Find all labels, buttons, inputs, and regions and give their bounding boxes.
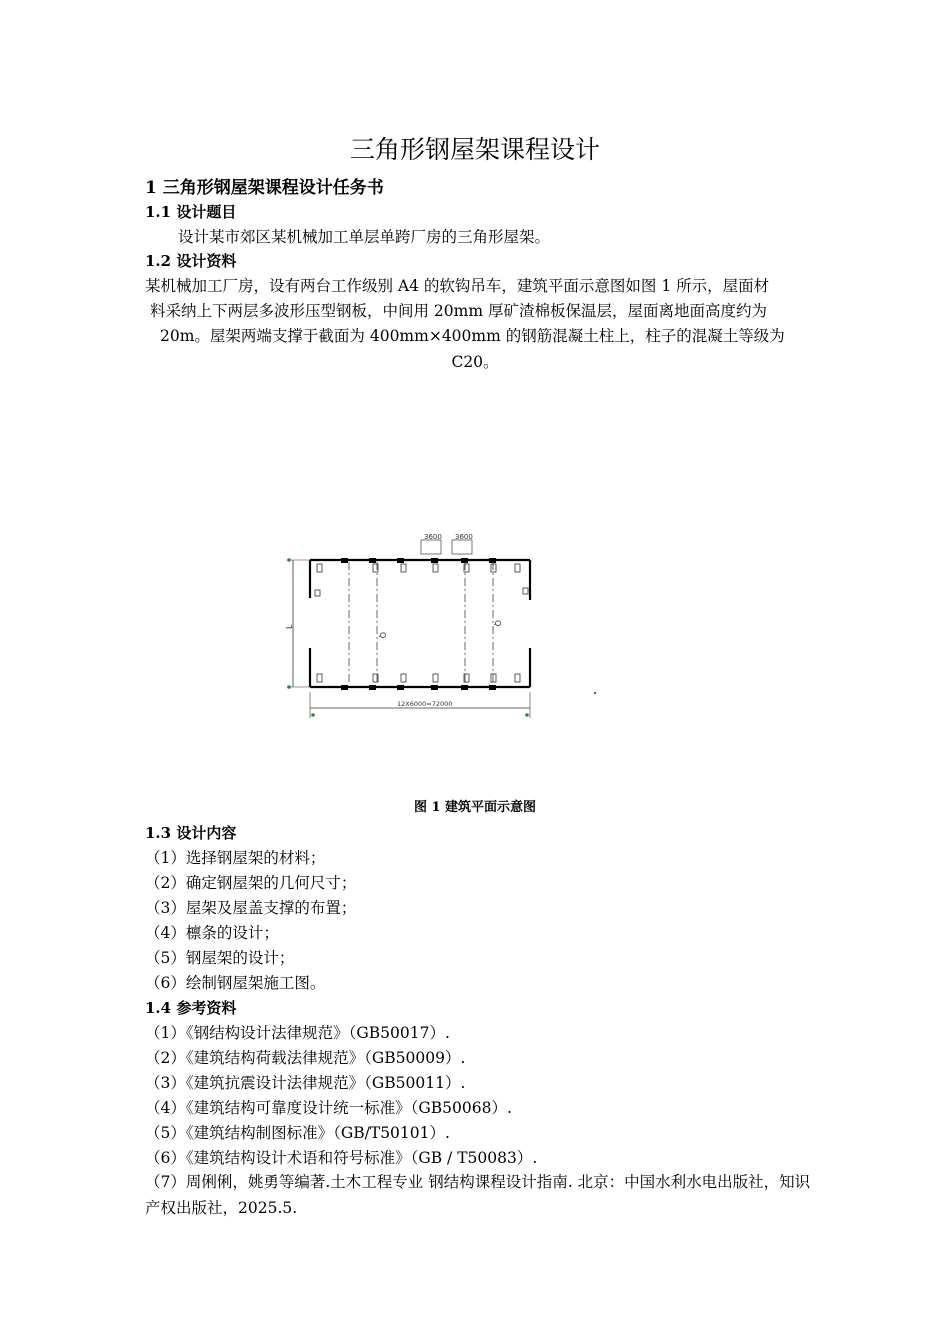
dim-top-label-1: 3600 (424, 533, 442, 541)
centerline-label-1: Q (378, 632, 387, 639)
design-data-line-4: C20。 (451, 353, 499, 371)
window-marks-bottom (315, 588, 528, 682)
list-item: （2）《建筑结构荷载法律规范》（GB50009）. (145, 1049, 466, 1067)
stray-marker (594, 692, 596, 694)
list-item: （5）《建筑结构制图标准》（GB/T50101）. (145, 1124, 450, 1142)
centerlines (349, 562, 493, 685)
list-item: （6）绘制钢屋架施工图。 (145, 974, 326, 992)
span-dim-marker-top (287, 558, 291, 562)
figure-caption: 图 1 建筑平面示意图 (413, 800, 537, 815)
list-item: （5）钢屋架的设计； (145, 949, 295, 967)
reference-list (145, 1021, 537, 1171)
centerline-label-2: Q (493, 620, 502, 627)
reference-item-7: （7）周俐俐，姚勇等编著.土木工程专业 钢结构课程设计指南. 北京：中国水利水电出版社，知识产权出版社，2025.5. (145, 1173, 811, 1217)
building-plan-figure (283, 528, 603, 723)
section-1-1-heading: 1.1 设计题目 (145, 203, 237, 221)
design-data-line-3: 20m。屋架两端支撑于截面为 400mm×400mm 的钢筋混凝土柱上，柱子的混凝土等级为 (160, 327, 785, 345)
section-1-4-heading: 1.4 参考资料 (145, 999, 237, 1017)
list-item: （1）选择钢屋架的材料； (145, 849, 326, 867)
section-1-heading: 1 三角形钢屋架课程设计任务书 (145, 178, 384, 198)
list-item: （4）《建筑结构可靠度设计统一标准》（GB50068）. (145, 1099, 512, 1117)
bottom-dim-label: 12X6000=72000 (397, 700, 453, 708)
dim-top-label-2: 3600 (455, 533, 473, 541)
list-item: （6）《建筑结构设计术语和符号标准》（GB / T50083）. (145, 1149, 538, 1167)
list-item: （2）确定钢屋架的几何尺寸； (145, 874, 357, 892)
document-title: 三角形钢屋架课程设计 (349, 135, 600, 164)
section-1-3-heading: 1.3 设计内容 (145, 824, 237, 842)
section-1-1-text: 设计某市郊区某机械加工单层单跨厂房的三角形屋架。 (178, 228, 551, 246)
dim-box-2 (452, 540, 472, 554)
window-marks-top (317, 564, 520, 572)
list-item: （4）檩条的设计； (145, 924, 279, 942)
span-label: L (285, 624, 294, 629)
section-1-2-heading: 1.2 设计资料 (145, 252, 237, 270)
list-item: （3）《建筑抗震设计法律规范》（GB50011）. (145, 1074, 466, 1092)
span-dim-marker-bottom (287, 685, 291, 689)
design-data-line-2: 料采纳上下两层多波形压型钢板，中间用 20mm 厚矿渣棉板保温层，屋面离地面高度约为 (150, 302, 767, 320)
dim-box-1 (421, 540, 441, 554)
design-content-list (145, 846, 356, 996)
design-data-line-1: 某机械加工厂房，设有两台工作级别 A4 的软钩吊车，建筑平面示意图如图 1 所示，屋面材 (145, 277, 770, 295)
list-item: （3）屋架及屋盖支撑的布置； (145, 899, 357, 917)
list-item: （1）《钢结构设计法律规范》（GB50017）. (145, 1024, 450, 1042)
